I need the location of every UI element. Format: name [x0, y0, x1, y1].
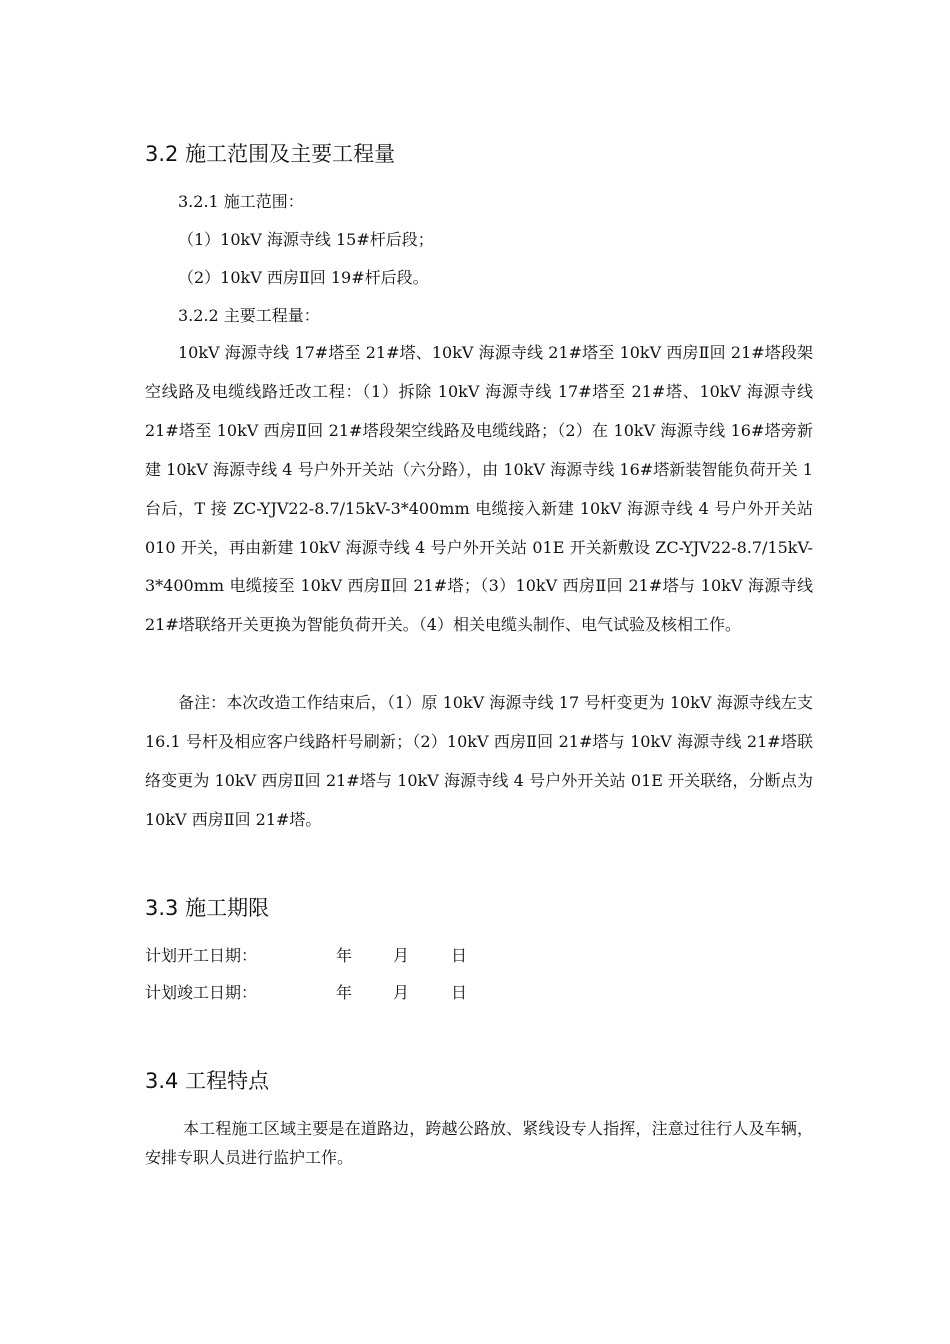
- subsection-3-2-2-title: 3.2.2 主要工程量：: [178, 306, 320, 325]
- section-3-4-heading: 3.4 工程特点: [145, 1069, 270, 1093]
- subsection-3-2-1-title: 3.2.1 施工范围：: [178, 192, 304, 211]
- completion-month-unit: 月: [393, 983, 410, 1002]
- section-3-2-heading: 3.2 施工范围及主要工程量: [145, 142, 396, 166]
- start-month-unit: 月: [393, 946, 410, 965]
- scope-item-1: （1）10kV 海源寺线 15#杆后段；: [178, 230, 434, 249]
- project-features-paragraph: 本工程施工区域主要是在道路边，跨越公路放、紧线设专人指挥，注意过往行人及车辆，安排专职人员进行监护工作。: [145, 1119, 813, 1167]
- start-day-unit: 日: [451, 946, 468, 965]
- planned-start-date-row: [145, 944, 565, 968]
- completion-day-unit: 日: [451, 983, 468, 1002]
- completion-year-unit: 年: [336, 983, 353, 1002]
- section-3-3-heading: 3.3 施工期限: [145, 896, 270, 920]
- planned-completion-date-row: [145, 981, 565, 1005]
- planned-start-label: 计划开工日期：: [145, 946, 258, 965]
- scope-item-2: （2）10kV 西房Ⅱ回 19#杆后段。: [178, 268, 429, 287]
- note-paragraph: 备注：本次改造工作结束后，（1）原 10kV 海源寺线 17 号杆变更为 10kV 海源寺线左支 16.1 号杆及相应客户线路杆号刷新；（2）10kV 西房Ⅱ回 21#塔与 10kV 海源寺线 21#塔联络变更为 10kV 西房Ⅱ回 21#塔与 10kV 海源寺线 4 号户外开关站 01E 开关联络，分断点为 10kV 西房Ⅱ回 21#塔。: [145, 693, 813, 829]
- start-year-unit: 年: [336, 946, 353, 965]
- main-works-paragraph: 10kV 海源寺线 17#塔至 21#塔、10kV 海源寺线 21#塔至 10kV 西房Ⅱ回 21#塔段架空线路及电缆线路迁改工程：（1）拆除 10kV 海源寺线 17#塔至 21#塔、10kV 海源寺线 21#塔至 10kV 西房Ⅱ回 21#塔段架空线路及电缆线路；（2）在 10kV 海源寺线 16#塔旁新建 10kV 海源寺线 4 号户外开关站（六分路），由 10kV 海源寺线 16#塔新装智能负荷开关 1 台后，T 接 ZC-YJV22-8.7/15kV-3*400mm 电缆接入新建 10kV 海源寺线 4 号户外开关站 010 开关，再由新建 10kV 海源寺线 4 号户外开关站 01E 开关新敷设 ZC-YJV22-8.7/15kV-3*400mm 电缆接至 10kV 西房Ⅱ回 21#塔；（3）10kV 西房Ⅱ回 21#塔与 10kV 海源寺线 21#塔联络开关更换为智能负荷开关。（4）相关电缆头制作、电气试验及核相工作。: [145, 343, 813, 635]
- planned-completion-label: 计划竣工日期：: [145, 983, 258, 1002]
